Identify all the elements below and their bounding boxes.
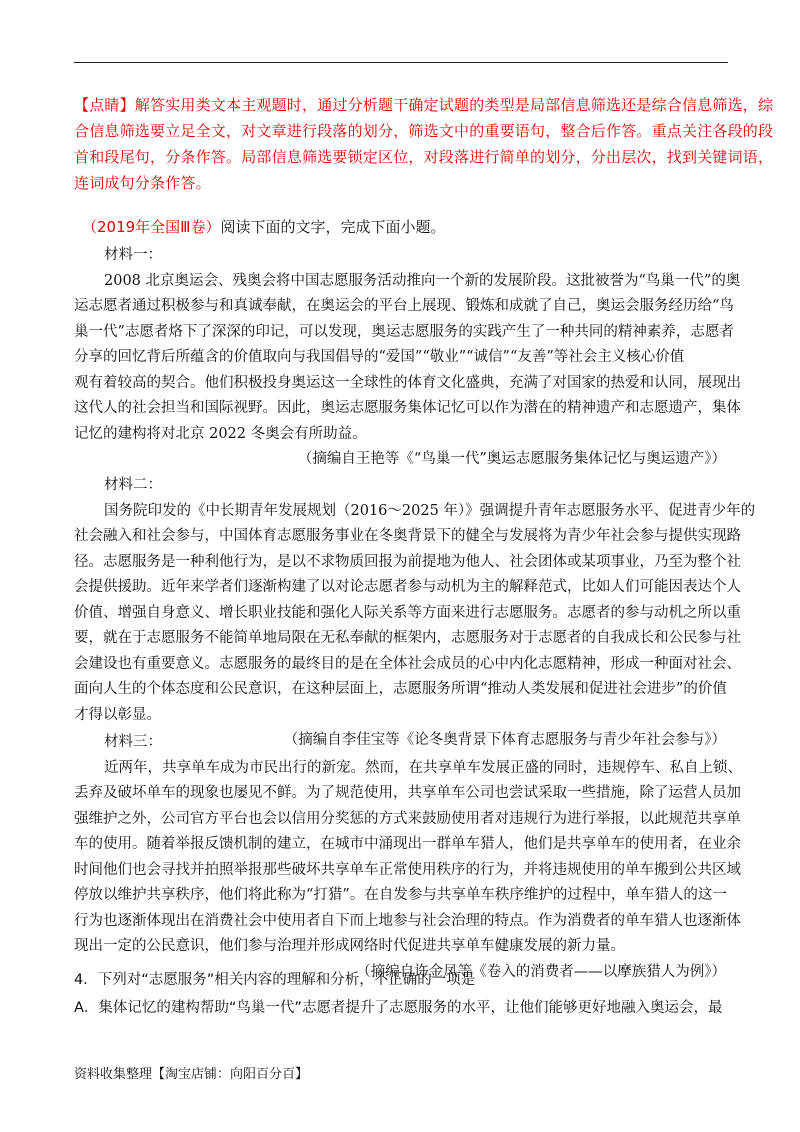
material-heading: 材料二： — [104, 477, 162, 493]
question-heading — [82, 216, 446, 238]
material-line: 国务院印发的《中长期青年发展规划（2016～2025 年）》强调提升青年志愿服务水平、促进青少年的 — [104, 502, 756, 519]
material-line: 这代人的社会担当和国际视野。因此，奥运志愿服务集体记忆可以作为潜在的精神遗产和志愿遗产，集体 — [74, 400, 741, 416]
material-line: 才得以彰显。 — [74, 706, 161, 723]
dianjing-line: 【点睛】解答实用类文本主观题时，通过分析题干确定试题的类型是局部信息筛选还是综合信息筛选，综 — [74, 96, 774, 114]
question-4 — [74, 966, 730, 1022]
material-line: 巢一代”志愿者烙下了深深的印记，可以发现，奥运志愿服务的实践产生了一种共同的精神素养，志愿者 — [74, 323, 734, 340]
material-citation: （摘编自李佳宝等《论冬奥背景下体育志愿服务与青少年社会参与》） — [283, 732, 726, 748]
question-source: （2019年全国Ⅲ卷） — [82, 218, 221, 236]
material-line: 要，就在于志愿服务不能简单地局限在无私奉献的框架内，志愿服务对于志愿者的自我成长和公民参与社 — [74, 630, 741, 646]
material-line: 运志愿者通过积极参与和真诚奉献，在奥运会的平台上展现、锻炼和成就了自己，奥运会服务经历给“鸟 — [74, 298, 734, 314]
material-3 — [74, 730, 742, 985]
footer-text: 资料收集整理【淘宝店铺：向阳百分百】 — [74, 1067, 309, 1082]
material-citation: （摘编自许金凤等《卷入的消费者——以摩族猎人为例》） — [356, 963, 726, 980]
material-line: 径。志愿服务是一种利他行为，是以不求物质回报为前提地为他人、社会团体或某项事业，乃至为整个社 — [74, 553, 741, 570]
dianjing-note — [74, 92, 774, 196]
material-line: 时间他们也会寻找并拍照举报那些破坏共享单车正常使用秩序的行为，并将违规使用的单车搬到公共区域 — [74, 861, 741, 878]
material-heading: 材料一： — [104, 247, 162, 263]
material-line: 近两年，共享单车成为市民出行的新宠。然而，在共享单车发展正盛的同时，违规停车、私自上锁、 — [104, 759, 742, 776]
question-instruction: 阅读下面的文字，完成下面小题。 — [220, 218, 446, 236]
dianjing-line: 首和段尾句，分条作答。局部信息筛选要锁定区位，对段落进行简单的划分，分出层次，找到关键词语， — [74, 148, 774, 166]
material-line: 面向人生的个体态度和公民意识，在这种层面上，志愿服务所谓“推动人类发展和促进社会进步”的价值 — [74, 681, 727, 697]
material-line: 车的使用。随着举报反馈机制的建立，在城市中涌现出一群单车猎人，他们是共享单车的使用者，在业余 — [74, 836, 741, 852]
material-2 — [74, 473, 756, 754]
material-1 — [74, 243, 741, 473]
material-line: 2008 北京奥运会、残奥会将中国志愿服务活动推向一个新的发展阶段。这批被誉为“鸟巢一代”的奥 — [104, 272, 741, 289]
material-line: 会提供援助。近年来学者们逐渐构建了以对论志愿者参与动机为主的解释范式，比如人们可能因表达个人 — [74, 579, 741, 595]
material-line: 强维护之外，公司官方平台也会以信用分奖惩的方式来鼓励使用者对违规行为进行举报，以此规范共享单 — [74, 810, 741, 827]
material-heading: 材料三： — [104, 734, 162, 750]
material-line: 记忆的建构将对北京 2022 冬奥会有所助益。 — [74, 425, 367, 442]
material-line: 观有着较高的契合。他们积极投身奥运这一全球性的体育文化盛典，充满了对国家的热爱和认同，展现出 — [74, 374, 741, 391]
option-a: A．集体记忆的建构帮助“鸟巢一代”志愿者提升了志愿服务的水平，让他们能够更好地融入奥运会，最 — [74, 1000, 723, 1016]
header-rule — [74, 62, 728, 63]
material-line: 社会融入和社会参与，中国体育志愿服务事业在冬奥背景下的健全与发展将为青少年社会参与提供实现路 — [74, 528, 741, 544]
material-line: 行为也逐渐体现出在消费社会中使用者自下而上地参与社会治理的特点。作为消费者的单车猎人也逐渐体 — [74, 912, 741, 929]
dianjing-line: 合信息筛选要立足全文，对文章进行段落的划分，筛选文中的重要语句，整合后作答。重点关注各段的段 — [74, 122, 774, 140]
material-line: 分享的回忆背后所蕴含的价值取向与我国倡导的“爱国”“敬业”“诚信”“友善”等社会主义核心价值 — [74, 349, 685, 365]
material-line: 价值、增强自身意义、增长职业技能和强化人际关系等方面来进行志愿服务。志愿者的参与动机之所以重 — [74, 604, 741, 621]
dianjing-line: 连词成句分条作答。 — [74, 174, 211, 192]
material-citation: （摘编自王艳等《“鸟巢一代”奥运志愿服务集体记忆与奥运遗产》） — [297, 451, 726, 467]
question-stem: 4．下列对“志愿服务”相关内容的理解和分析，不正确的一项是 — [74, 972, 476, 988]
material-line: 会建设也有重要意义。志愿服务的最终目的是在全体社会成员的心中内化志愿精神，形成一种面对社会、 — [74, 655, 741, 672]
material-line: 停放以维护共享秩序，他们将此称为“打猎”。在自发参与共享单车秩序维护的过程中，单车猎人的这一 — [74, 887, 727, 903]
material-line: 丢弃及破坏单车的现象也屡见不鲜。为了规范使用，共享单车公司也尝试采取一些措施，除了运营人员加 — [74, 785, 741, 801]
material-line: 现出一定的公民意识，他们参与治理并形成网络时代促进共享单车健康发展的新力量。 — [74, 938, 625, 954]
